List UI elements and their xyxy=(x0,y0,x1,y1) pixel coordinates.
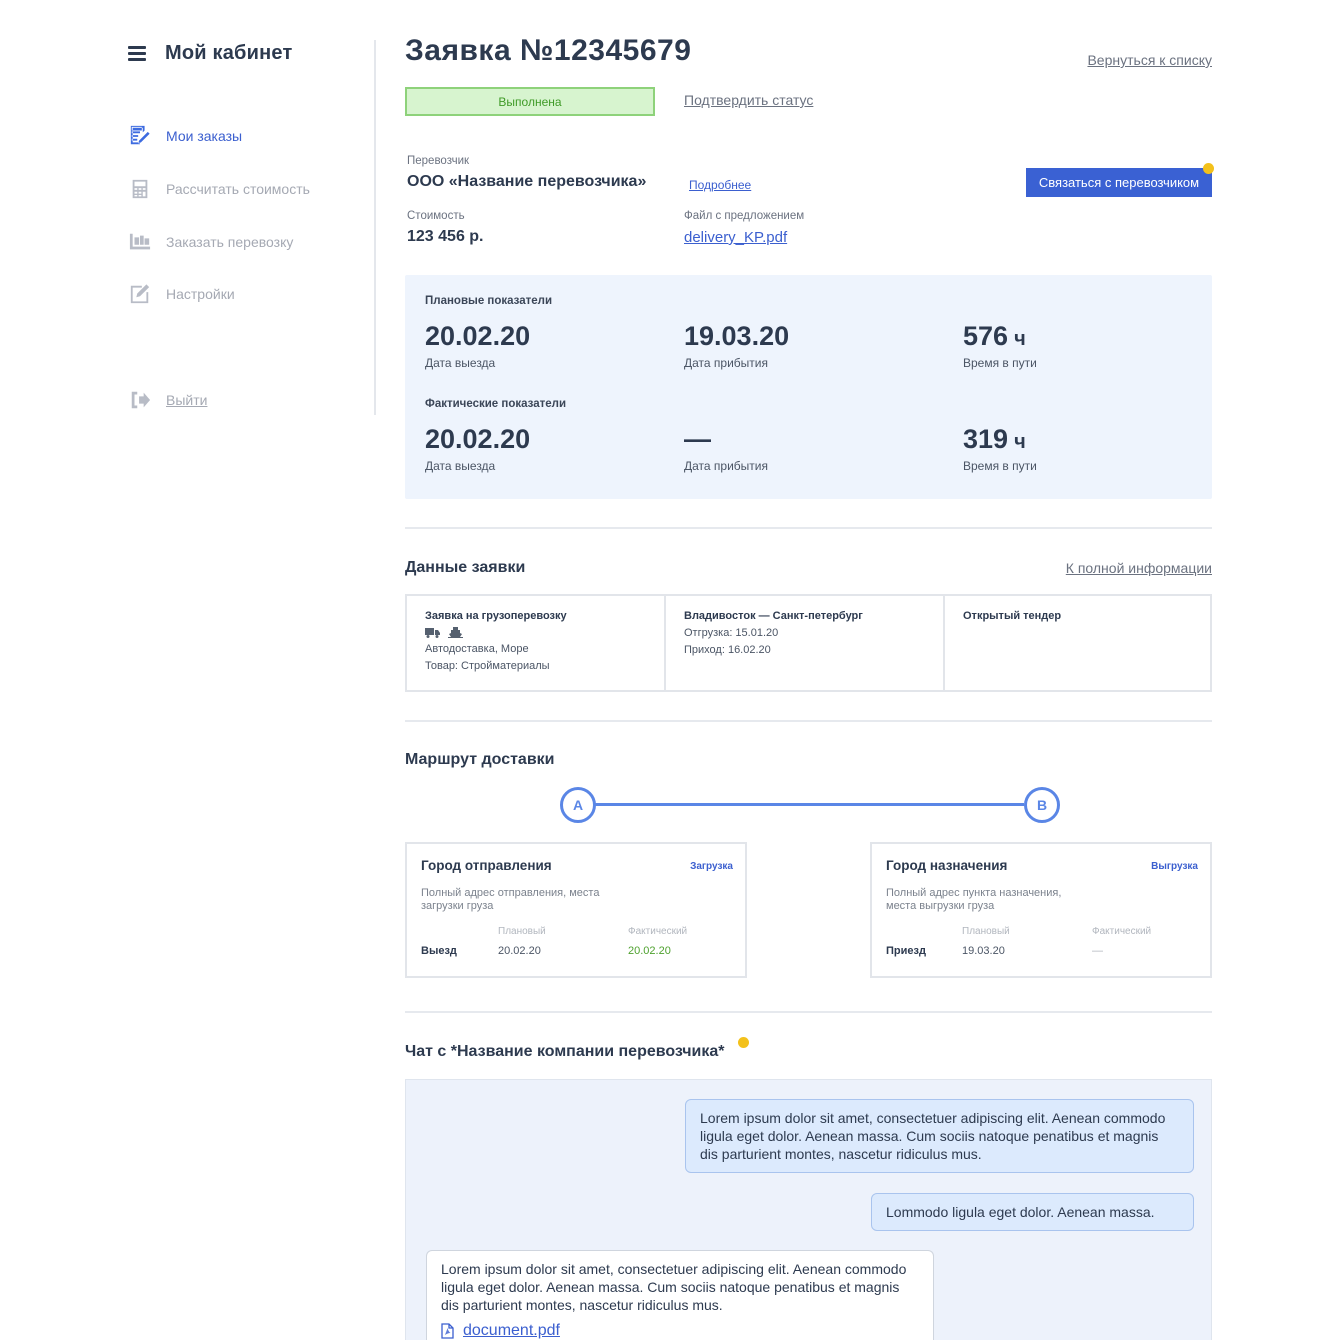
unloading-tag: Выгрузка xyxy=(1151,861,1198,872)
logout-label: Выйти xyxy=(166,392,208,408)
sidebar-item-calculate[interactable] xyxy=(128,177,310,201)
route-line xyxy=(572,787,1048,823)
sidebar-item-settings[interactable] xyxy=(128,282,235,306)
sidebar-item-order-shipment[interactable] xyxy=(128,230,293,254)
departure-row-label: Выезд xyxy=(421,945,457,957)
delivery-mode: Автодоставка, Море xyxy=(425,643,529,655)
chat-message-text: Lorem ipsum dolor sit amet, consectetuer adipiscing elit. Aenean commodo ligula eget dolor. Aenean massa. Cum sociis natoque penatibus et magnis dis parturient montes, nascetur ridiculus mus. xyxy=(441,1261,907,1313)
destination-card xyxy=(870,842,1212,978)
cost-value: 123 456 р. xyxy=(407,228,484,245)
order-route-title: Владивосток — Санкт-петербург xyxy=(684,610,863,622)
actual-departure-value: 20.02.20 xyxy=(425,424,531,454)
settings-edit-icon xyxy=(128,282,152,306)
section-divider xyxy=(405,1011,1212,1013)
tender-title: Открытый тендер xyxy=(963,610,1062,622)
chat-message-outgoing[interactable]: Lorem ipsum dolor sit amet, consectetuer adipiscing elit. Aenean commodo ligula eget dolor. Aenean massa. Cum sociis natoque penatibus et magnis dis parturient montes, nascetur ridiculus mus. xyxy=(685,1099,1194,1173)
origin-planned-date: 20.02.20 xyxy=(498,945,541,957)
offer-file-link[interactable]: delivery_KP.pdf xyxy=(684,229,788,246)
calculator-icon xyxy=(128,177,152,201)
carrier-label: Перевозчик xyxy=(407,155,470,167)
ship-icon xyxy=(448,627,463,638)
order-type-cell xyxy=(407,596,666,690)
arrival-date: Приход: 16.02.20 xyxy=(684,644,771,656)
sidebar-item-orders[interactable] xyxy=(128,124,242,148)
cost-label: Стоимость xyxy=(407,210,465,222)
order-data-table xyxy=(405,594,1212,692)
tender-cell xyxy=(945,596,1210,690)
confirm-status-link[interactable]: Подтвердить статус xyxy=(684,92,814,108)
attachment-link[interactable] xyxy=(441,1322,919,1340)
sidebar-item-label: Настройки xyxy=(166,286,235,302)
chat-panel[interactable] xyxy=(405,1079,1212,1340)
page-title: Заявка №12345679 xyxy=(405,34,692,67)
actual-arrival-label: Дата прибытия xyxy=(684,459,768,473)
arrival-row-label: Приезд xyxy=(886,945,926,957)
planned-arrival-value: 19.03.20 xyxy=(684,321,790,351)
contact-carrier-button[interactable]: Связаться с перевозчиком xyxy=(1026,168,1212,197)
planned-column-header: Плановый xyxy=(498,926,546,937)
origin-actual-date: 20.02.20 xyxy=(628,945,671,957)
truck-icon xyxy=(425,627,440,638)
planned-metrics-title: Плановые показатели xyxy=(425,295,553,307)
status-badge: Выполнена xyxy=(405,87,655,116)
notification-dot xyxy=(1203,163,1214,174)
logout-icon xyxy=(128,388,152,412)
order-data-title: Данные заявки xyxy=(405,559,526,576)
route-point-b[interactable]: B xyxy=(1024,787,1060,823)
route-bar xyxy=(594,803,1024,806)
actual-column-header: Фактический xyxy=(1092,926,1152,937)
order-type-title: Заявка на грузоперевозку xyxy=(425,610,567,622)
origin-card xyxy=(405,842,747,978)
back-to-list-link[interactable]: Вернуться к списку xyxy=(1087,52,1212,68)
planned-arrival-label: Дата прибытия xyxy=(684,356,768,370)
sidebar xyxy=(128,40,376,415)
actual-transit-unit: ч xyxy=(1014,431,1026,453)
logout-link[interactable] xyxy=(128,388,207,412)
sidebar-title: Мой кабинет xyxy=(165,42,293,64)
destination-address: Полный адрес пункта назначения, места выгрузки груза xyxy=(886,887,1062,912)
planned-departure-value: 20.02.20 xyxy=(425,321,531,351)
chat-message-outgoing[interactable]: Lommodo ligula eget dolor. Aenean massa. xyxy=(871,1193,1194,1231)
sidebar-item-label: Мои заказы xyxy=(166,128,243,144)
cart-icon xyxy=(128,230,152,254)
loading-tag: Загрузка xyxy=(690,861,733,872)
route-point-a[interactable]: A xyxy=(560,787,596,823)
sidebar-header xyxy=(128,42,292,65)
planned-departure-label: Дата выезда xyxy=(425,356,496,370)
planned-transit-number: 576 xyxy=(963,321,1009,351)
origin-address: Полный адрес отправления, места загрузки груза xyxy=(421,887,600,912)
destination-planned-date: 19.03.20 xyxy=(962,945,1005,957)
metrics-panel xyxy=(405,275,1212,499)
order-route-cell xyxy=(666,596,945,690)
actual-metrics-title: Фактические показатели xyxy=(425,398,567,410)
file-label: Файл с предложением xyxy=(684,210,805,222)
orders-icon xyxy=(128,124,152,148)
carrier-details-link[interactable]: Подробнее xyxy=(689,178,752,192)
attachment-name: document.pdf xyxy=(463,1322,560,1339)
full-info-link[interactable]: К полной информации xyxy=(1065,560,1212,576)
section-divider xyxy=(405,527,1212,529)
carrier-name: ООО «Название перевозчика» xyxy=(407,173,647,190)
actual-transit-label: Время в пути xyxy=(963,459,1037,473)
chat-notification-dot xyxy=(738,1037,749,1048)
shipment-date: Отгрузка: 15.01.20 xyxy=(684,627,779,639)
transport-icons xyxy=(425,627,646,638)
actual-departure-label: Дата выезда xyxy=(425,459,496,473)
cargo-type: Товар: Стройматериалы xyxy=(425,660,550,672)
destination-title: Город назначения xyxy=(886,858,1008,873)
actual-column-header: Фактический xyxy=(628,926,688,937)
origin-title: Город отправления xyxy=(421,858,552,873)
actual-transit-value xyxy=(963,424,1026,455)
planned-transit-label: Время в пути xyxy=(963,356,1037,370)
planned-transit-unit: ч xyxy=(1014,328,1026,350)
actual-transit-number: 319 xyxy=(963,424,1009,454)
planned-transit-value xyxy=(963,321,1026,352)
route-title: Маршрут доставки xyxy=(405,751,555,768)
menu-icon[interactable] xyxy=(128,46,146,61)
planned-column-header: Плановый xyxy=(962,926,1010,937)
chat-message-incoming[interactable] xyxy=(426,1250,934,1340)
chat-title: Чат с *Название компании перевозчика* xyxy=(405,1043,725,1060)
sidebar-item-label: Заказать перевозку xyxy=(166,234,294,250)
section-divider xyxy=(405,720,1212,722)
pdf-file-icon xyxy=(441,1323,454,1339)
sidebar-item-label: Рассчитать стоимость xyxy=(166,181,310,197)
actual-arrival-value: — xyxy=(684,424,711,454)
destination-actual-date: — xyxy=(1092,945,1103,957)
